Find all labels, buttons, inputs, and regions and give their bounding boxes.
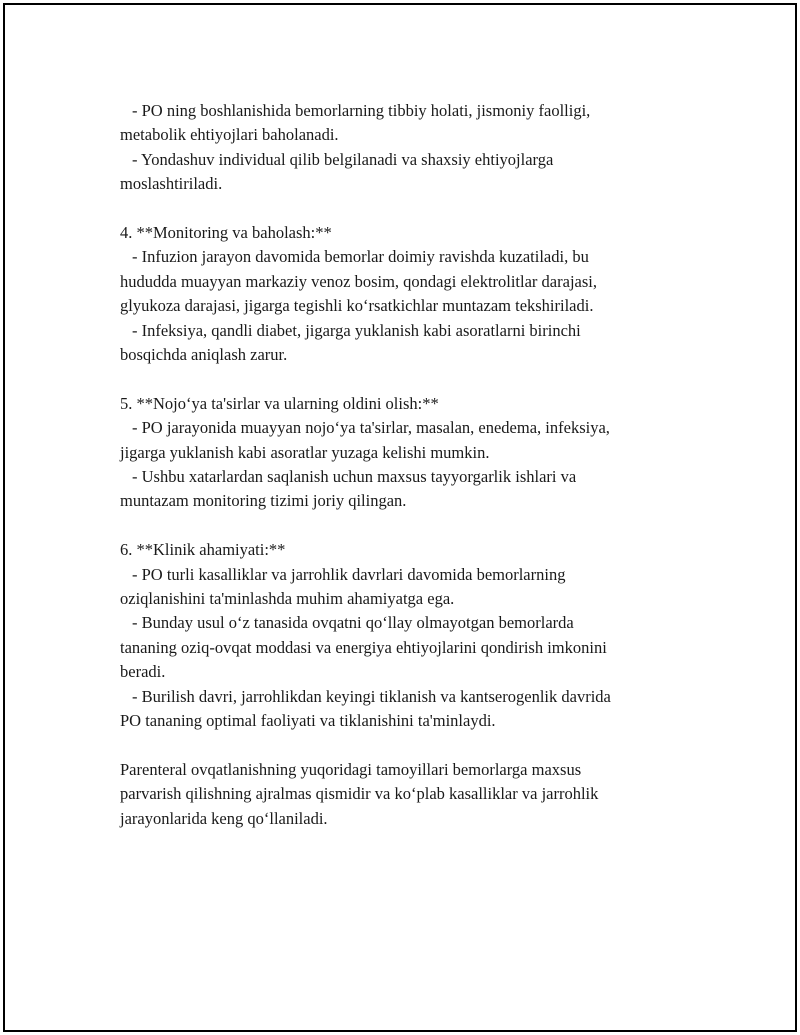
text-line: - Burilish davri, jarrohlikdan keyingi tiklanish va kantserogenlik davrida xyxy=(132,686,611,706)
text-line: - Infuzion jarayon davomida bemorlar doimiy ravishda kuzatiladi, bu xyxy=(132,247,589,267)
text-line: hududda muayyan markaziy venoz bosim, qondagi elektrolitlar darajasi, xyxy=(120,271,597,291)
text-line: - PO ning boshlanishida bemorlarning tibbiy holati, jismoniy faolligi, xyxy=(132,101,591,120)
text-line: bosqichda aniqlash zarur. xyxy=(120,345,288,365)
text-line: tananing oziq-ovqat moddasi va energiya ehtiyojlarini qondirish imkonini xyxy=(120,637,607,657)
section-heading: 6. **Klinik ahamiyati:** xyxy=(120,540,286,560)
text-line: muntazam monitoring tizimi joriy qilingan. xyxy=(120,491,407,511)
text-line: oziqlanishini ta'minlashda muhim ahamiyatga ega. xyxy=(120,589,455,609)
text-line: glyukoza darajasi, jigarga tegishli koʻrsatkichlar muntazam tekshiriladi. xyxy=(120,296,594,316)
text-line: moslashtiriladi. xyxy=(120,174,223,194)
blank-line xyxy=(120,514,680,538)
blank-line xyxy=(120,734,680,758)
text-line: - Bunday usul oʻz tanasida ovqatni qoʻllay olmayotgan bemorlarda xyxy=(132,613,574,633)
text-line: jarayonlarida keng qoʻllaniladi. xyxy=(120,808,328,828)
document-body xyxy=(120,99,680,831)
text-line: - Ushbu xatarlardan saqlanish uchun maxsus tayyorgarlik ishlari va xyxy=(132,467,577,487)
blank-line xyxy=(120,367,680,391)
blank-line xyxy=(120,197,680,221)
text-line: PO tananing optimal faoliyati va tiklanishini ta'minlaydi. xyxy=(120,711,496,731)
text-line: Parenteral ovqatlanishning yuqoridagi tamoyillari bemorlarga maxsus xyxy=(120,759,582,779)
text-line: - Infeksiya, qandli diabet, jigarga yuklanish kabi asoratlarni birinchi xyxy=(132,320,581,340)
text-line: beradi. xyxy=(120,662,166,682)
text-line: - PO jarayonida muayyan nojoʻya ta'sirlar, masalan, enedema, infeksiya, xyxy=(132,418,610,438)
section-heading: 4. **Monitoring va baholash:** xyxy=(120,223,332,243)
text-line: - Yondashuv individual qilib belgilanadi va shaxsiy ehtiyojlarga xyxy=(132,149,554,169)
page-border xyxy=(3,3,797,1032)
text-line: parvarish qilishning ajralmas qismidir va koʻplab kasalliklar va jarrohlik xyxy=(120,784,599,804)
text-line: metabolik ehtiyojlari baholanadi. xyxy=(120,125,339,145)
section-heading: 5. **Nojoʻya ta'sirlar va ularning oldini olish:** xyxy=(120,393,439,413)
text-line: jigarga yuklanish kabi asoratlar yuzaga kelishi mumkin. xyxy=(120,442,490,462)
text-line: - PO turli kasalliklar va jarrohlik davrlari davomida bemorlarning xyxy=(132,564,566,584)
